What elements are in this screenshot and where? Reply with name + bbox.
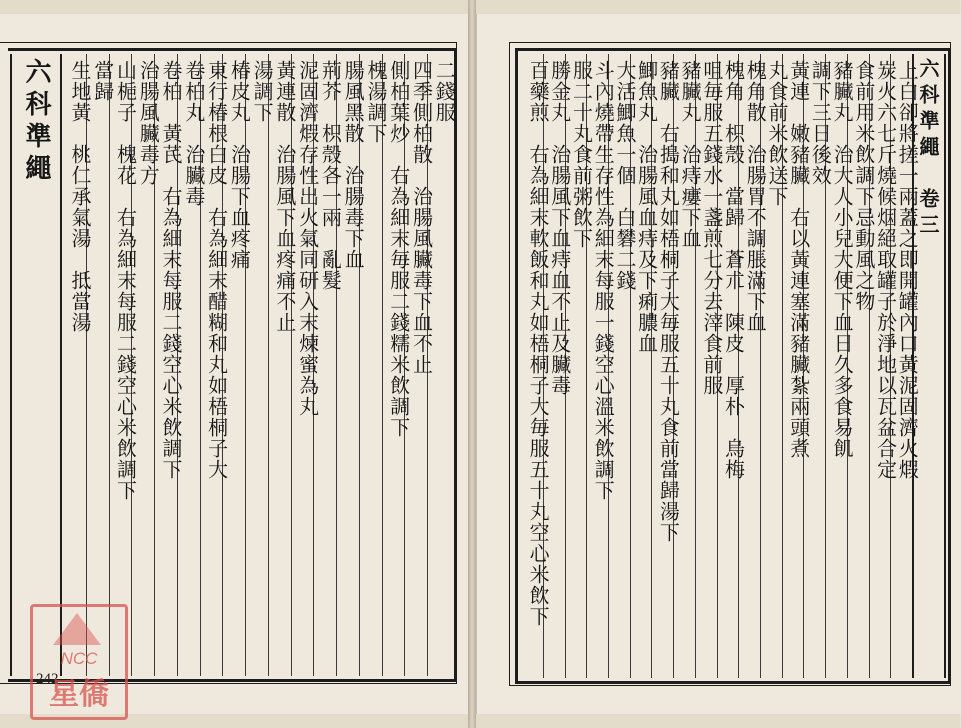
column-text: 勝金丸 治腸風下血痔血不止及臟毒 [547,60,572,396]
column-text: 丸食前米飲送下 [764,60,789,207]
column-text: 黃連散 治腸風下血疼痛不止 [272,60,297,333]
text-columns [64,54,457,676]
stamp-chinese-text: 星僑 [49,677,109,712]
page-banner [10,54,62,676]
column-text: 荊芥 枳殼各一兩 亂髮 [318,60,343,291]
column-text: 椿皮丸 治腸下血疼痛 [227,60,252,270]
column-text: 槐角 枳殼 當歸 蒼朮 陳皮 厚朴 烏梅 [721,60,746,480]
column-text: 食前用米飲調下忌動風之物 [851,60,876,312]
column-text: 豬臟丸 治痔瘻下血 [678,60,703,249]
stamp-triangle-icon [53,613,101,645]
column-text: 泥固濟煆存性出火氣同研入末煉蜜為丸 [295,60,320,417]
column-text: 服二十丸食前粥飲下 [569,60,594,249]
text-column [382,54,411,676]
text-column [109,54,138,676]
column-text: 湯調下 [250,60,275,123]
column-text: 百藥煎 右為細末軟飯和丸如梧桐子大毎服五十丸空心米飲下 [526,60,551,627]
banner-title: 六科準繩 卷三 [916,58,940,240]
book-gutter [468,0,476,728]
column-text: 鯽魚丸 治腸風血痔及下痢膿血 [634,60,659,354]
column-text: 豬臟丸 治大人小兒大便下血日久多食易飢 [830,60,855,459]
column-text: 生地黃 桃仁承氣湯 抵當湯 [67,60,92,333]
column-text: 四季側柏散 治腸風臟毒下血不止 [409,60,434,375]
column-text: 咀毎服五錢水一盞煎七分去滓食前服 [699,60,724,396]
right-page [476,14,961,714]
column-text: 槐角散 治腸胃不調脹滿下血 [743,60,768,333]
left-page [0,14,469,714]
text-column [268,54,297,676]
page-number: 242 [36,671,59,687]
text-frame [8,48,457,682]
text-column [522,54,551,678]
stamp-latin-text: NCC [60,649,98,668]
column-text: 山梔子 槐花 右為細末每服二錢空心米飲調下 [113,60,138,501]
column-text: 二錢服 [432,60,457,123]
text-column [64,54,92,676]
column-text: 卷柏 黃芪 右為細末每服二錢空心米飲調下 [159,60,184,480]
column-text: 調下三日後效 [808,60,833,186]
column-text: 腸風黑散 治腸毒下血 [341,60,366,270]
banner-title: 六科準繩 [21,58,51,186]
column-text: 大活鯽魚一個 白礬二錢 [612,60,637,291]
column-text: 治腸風臟毒方 [136,60,161,186]
column-text: 側柏葉炒 右為細末毎服二錢糯米飲調下 [386,60,411,438]
column-text: 當歸 [90,60,115,102]
ncc-library-stamp [30,604,128,720]
text-columns [522,54,920,678]
column-text: 斗內燒帶生存性為細末每服一錢空心溫米飲調下 [591,60,616,501]
column-text: 東行椿根白皮 右為細末醋糊和丸如梧桐子大 [204,60,229,480]
column-text: 卷柏丸 治臟毒 [181,60,206,207]
column-text: 豬臟 右搗和丸如梧桐子大毎服五十丸食前當歸湯下 [656,60,681,543]
column-text: 槐湯調下 [363,60,388,144]
column-text: 炭火六七斤燒候烟絕取罐子於淨地以瓦盆合定 [873,60,898,480]
text-frame [515,48,951,684]
column-text: 黃連 嫩豬臟 右以黃連塞滿豬臟紮兩頭煮 [786,60,811,459]
column-text: 上白卻將搓一兩蓋之即開罐內口黃泥固濟火煆 [895,60,920,480]
